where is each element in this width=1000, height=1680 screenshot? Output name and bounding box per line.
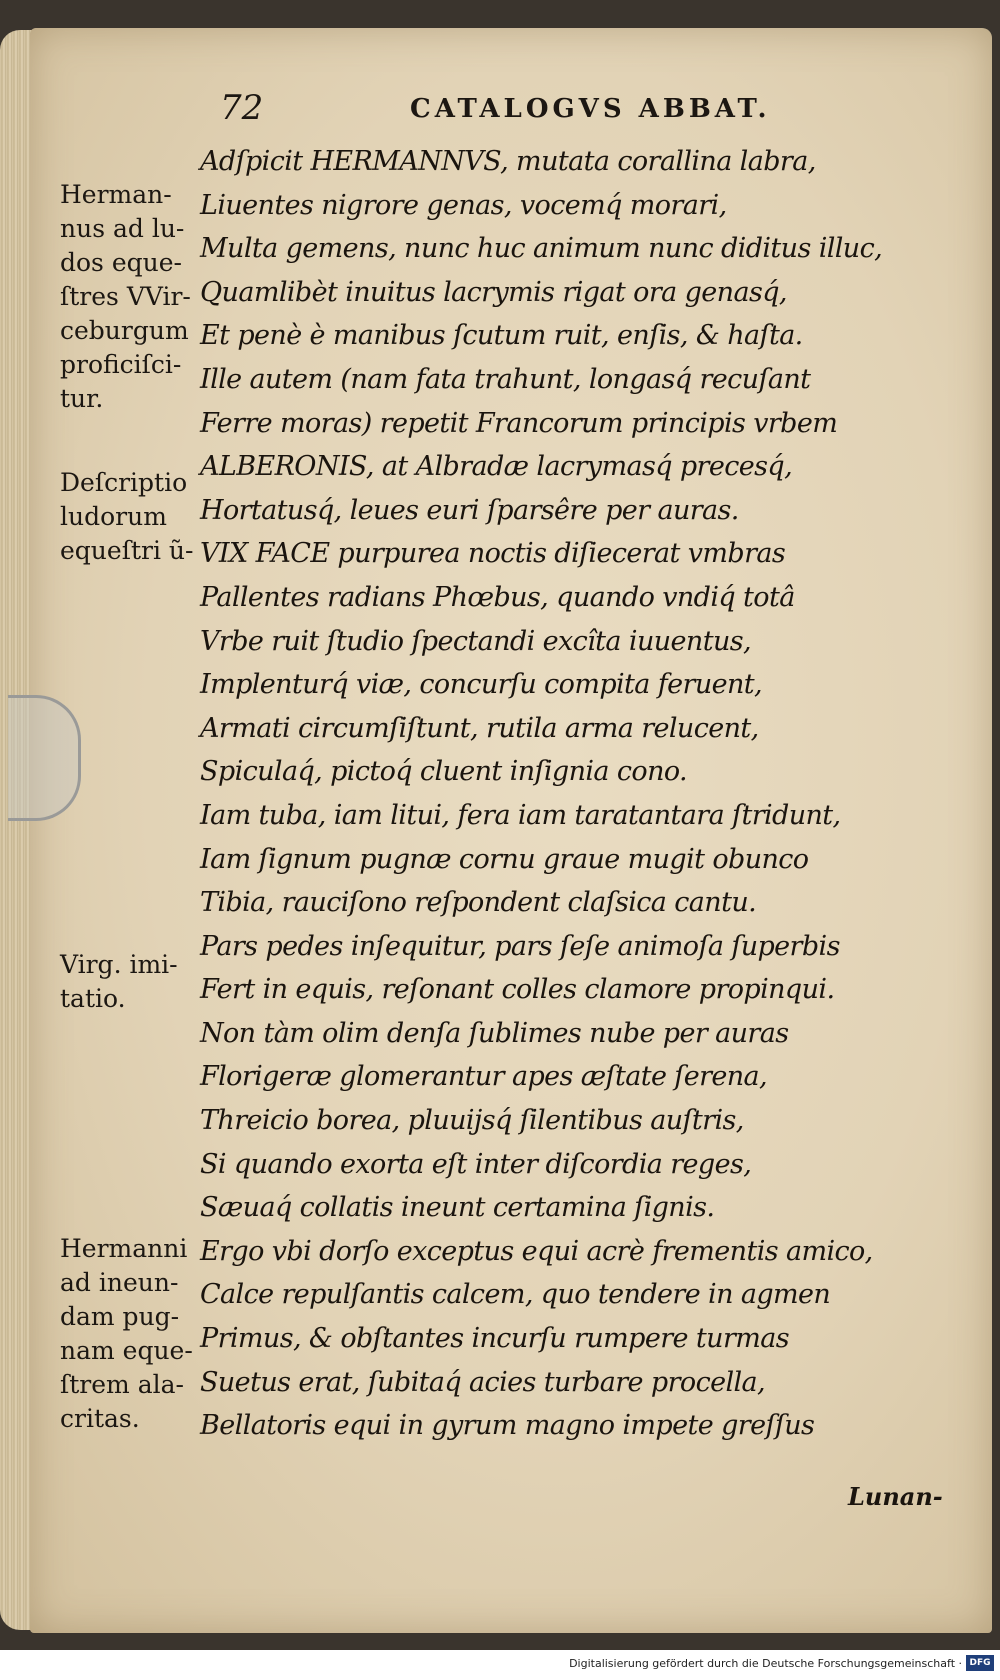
dfg-logo: DFG: [966, 1655, 994, 1671]
margin-note-line: tur.: [60, 384, 104, 413]
verse-line: Liuentes nigrore genas, vocemq́ morari,: [200, 189, 727, 221]
verse-line: Bellatoris equi in gyrum magno impete greſſus: [200, 1410, 815, 1442]
verse-line: Florigeræ glomerantur apes æſtate ſerena,: [200, 1061, 768, 1093]
margin-note-line: nam eque-: [60, 1336, 193, 1365]
verse-line: Vrbe ruit ſtudio ſpectandi excîta iuuentus,: [200, 625, 751, 657]
running-title: CATALOGVS ABBAT.: [410, 94, 771, 124]
verse-line: Ille autem (nam fata trahunt, longasq́ recuſant: [200, 363, 811, 395]
verse-line: Hortatusq́, leues euri ſparsêre per auras.: [200, 494, 739, 526]
verse-line: Si quando exorta eſt inter diſcordia reges,: [200, 1148, 752, 1180]
verse-line: Implenturq́ viæ, concurſu compita feruent,: [200, 669, 763, 701]
catchword: Lunan-: [848, 1482, 943, 1511]
verse-line: Pallentes radians Phœbus, quando vndiq́ totâ: [200, 581, 795, 613]
margin-note-line: tatio.: [60, 984, 126, 1013]
verse-line: Suetus erat, ſubitaq́ acies turbare procella,: [200, 1366, 766, 1398]
verse-line: Primus, & obſtantes incurſu rumpere turmas: [200, 1323, 790, 1355]
verse-line: Et penè è manibus ſcutum ruit, enſis, & haſta.: [200, 320, 803, 352]
verse-line: Quamlibèt inuitus lacrymis rigat ora genasq́,: [200, 276, 787, 308]
verse-line: Calce repulſantis calcem, quo tendere in agmen: [200, 1279, 831, 1311]
verse-line: Tibia, rauciſono reſpondent claſsica cantu.: [200, 887, 757, 919]
verse-line: Non tàm olim denſa ſublimes nube per auras: [200, 1017, 789, 1049]
margin-note-line: proficiſci-: [60, 350, 182, 379]
margin-note-line: dos eque-: [60, 248, 182, 277]
margin-note-line: dam pug-: [60, 1302, 180, 1331]
verse-line: Spiculaq́, pictoq́ cluent inſignia cono.: [200, 756, 688, 788]
margin-note-line: ludorum: [60, 502, 167, 531]
margin-note-line: Virg. imi-: [60, 950, 178, 979]
verse-line: Ergo vbi dorſo exceptus equi acrè frementis amico,: [200, 1235, 873, 1267]
verse-line: Armati circumſiſtunt, rutila arma relucent,: [200, 712, 759, 744]
margin-note-line: Herman-: [60, 180, 172, 209]
verse-line: Multa gemens, nunc huc animum nunc diditus illuc,: [200, 233, 883, 265]
verse-line: Iam ſignum pugnæ cornu graue mugit obunco: [200, 843, 809, 875]
margin-note-line: nus ad lu-: [60, 214, 185, 243]
page-number: 72: [220, 88, 264, 128]
verse-block: [200, 140, 960, 1448]
verse-line: VIX FACE purpurea noctis diſiecerat vmbras: [200, 538, 786, 570]
margin-note-line: ſtres VVir-: [60, 282, 191, 311]
margin-note-line: Deſcriptio: [60, 468, 188, 497]
margin-note-hermanni-alacritas: [60, 1232, 210, 1436]
verse-line: Sæuaq́ collatis ineunt certamina ſignis.: [200, 1192, 715, 1224]
margin-note-descriptio: [60, 466, 210, 568]
margin-note-line: ad ineun-: [60, 1268, 179, 1297]
verse-line: Pars pedes inſequitur, pars ſeſe animoſa ſuperbis: [200, 930, 840, 962]
margin-note-line: ceburgum: [60, 316, 189, 345]
verse-line: Iam tuba, iam litui, fera iam taratantara ſtridunt,: [200, 799, 841, 831]
margin-note-line: ſtrem ala-: [60, 1370, 184, 1399]
footer-bar: [0, 1650, 1000, 1680]
margin-note-virgil: [60, 948, 210, 1016]
margin-note-hermannus-departure: [60, 178, 210, 416]
verse-line: Adſpicit HERMANNVS, mutata corallina labra,: [200, 146, 816, 177]
verse-line: Threicio borea, pluuijsq́ ſilentibus auſtris,: [200, 1105, 744, 1137]
margin-note-line: Hermanni: [60, 1234, 188, 1263]
dfg-credit: Digitalisierung gefördert durch die Deutsche Forschungsgemeinschaft ·: [569, 1657, 962, 1670]
margin-note-line: equeſtri ũ-: [60, 536, 194, 565]
verse-line: Ferre moras) repetit Francorum principis vrbem: [200, 407, 838, 439]
verse-line: Fert in equis, reſonant colles clamore propinqui.: [200, 974, 835, 1006]
page-clip: [8, 695, 81, 821]
verse-line: ALBERONIS, at Albradæ lacrymasq́ precesq́,: [200, 451, 793, 483]
margin-note-line: critas.: [60, 1404, 140, 1433]
